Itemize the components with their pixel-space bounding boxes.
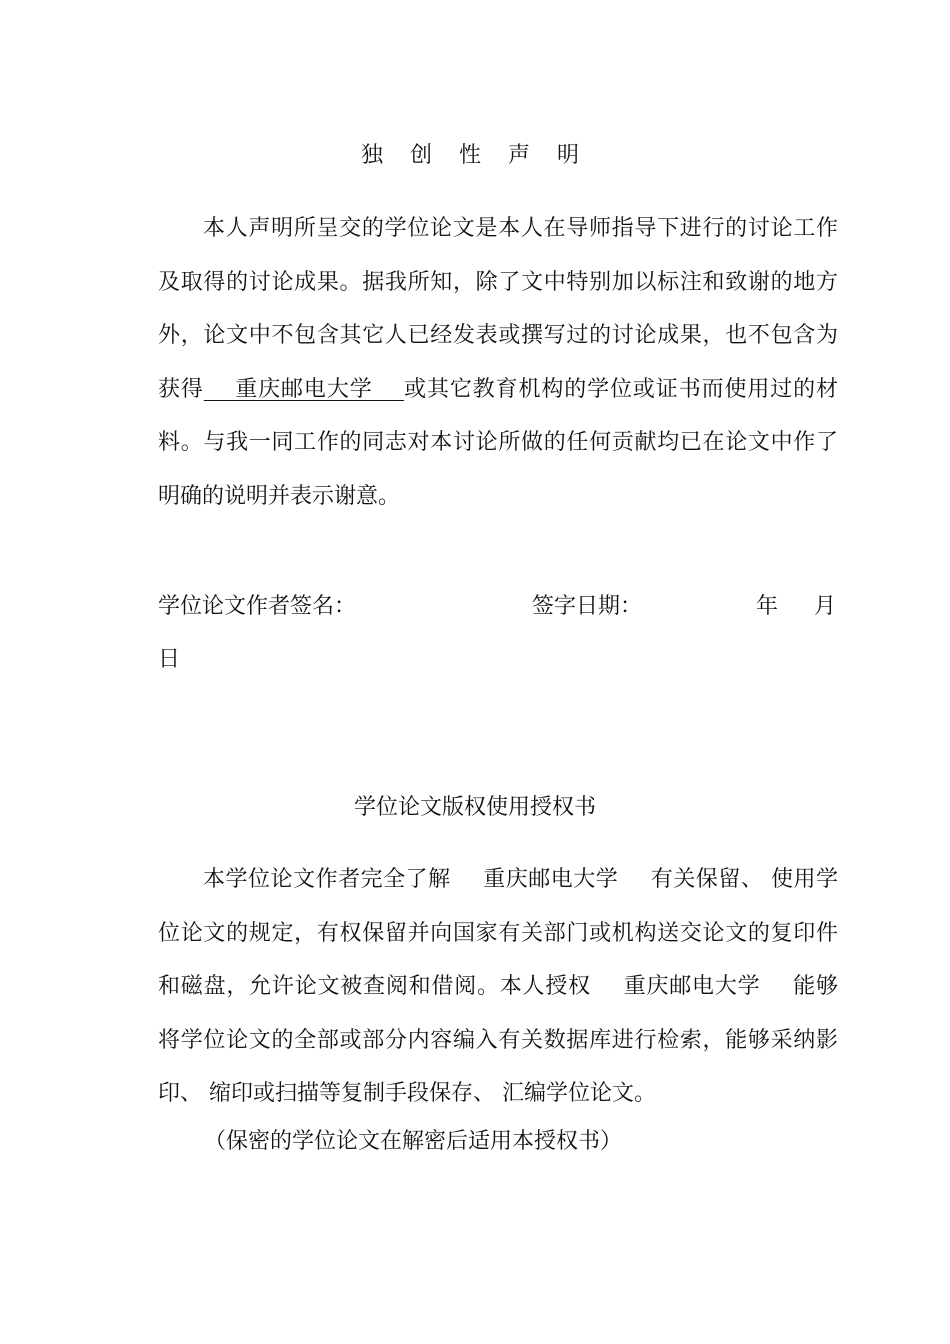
author-signature-label: 学位论文作者签名： <box>158 594 357 619</box>
authorization-note: （保密的学位论文在解密后适用本授权书） <box>204 1129 623 1154</box>
declaration-paragraph <box>158 202 838 523</box>
declaration-text-part1: 本人声明所呈交的学位论文是本人在导师指导下进行的讨论工作及取得的讨论成果。据我所知，除了文中特别加以标注和致谢的地方外，论文中不包含其它人已经发表或撰写过的讨论成果，也不包含为获得 <box>158 216 838 402</box>
declaration-school-name: 重庆邮电大学 <box>203 376 405 402</box>
authorization-text-part3: 能够将学位论文的全部或部分内容编入有关数据库进行检索，能够采纳影印、 缩印或扫描等复制手段保存、 汇编学位论文。 <box>158 974 838 1106</box>
month-label: 月 <box>814 594 837 619</box>
authorization-school-name-1: 重庆邮电大学 <box>482 867 619 892</box>
authorization-school-name-2: 重庆邮电大学 <box>622 974 761 999</box>
authorization-paragraph <box>158 853 838 1121</box>
signature-date-label: 签字日期： <box>532 594 643 619</box>
authorization-text-part1: 本学位论文作者完全了解 <box>203 867 451 892</box>
day-label: 日 <box>158 647 181 672</box>
declaration-text-part2: 或其它教育机构的学位或证书而使用过的材料。与我一同工作的同志对本讨论所做的任何贡献均已在论文中作了明确的说明并表示谢意。 <box>158 376 838 509</box>
authorization-text-part2: 有关保留、 使用学位论文的规定，有权保留并向国家有关部门或机构送交论文的复印件和磁盘，允许论文被查阅和借阅。本人授权 <box>158 867 838 999</box>
declaration-title: 独 创 性 声 明 <box>361 143 589 168</box>
year-label: 年 <box>756 594 779 619</box>
authorization-title: 学位论文版权使用授权书 <box>353 795 596 820</box>
